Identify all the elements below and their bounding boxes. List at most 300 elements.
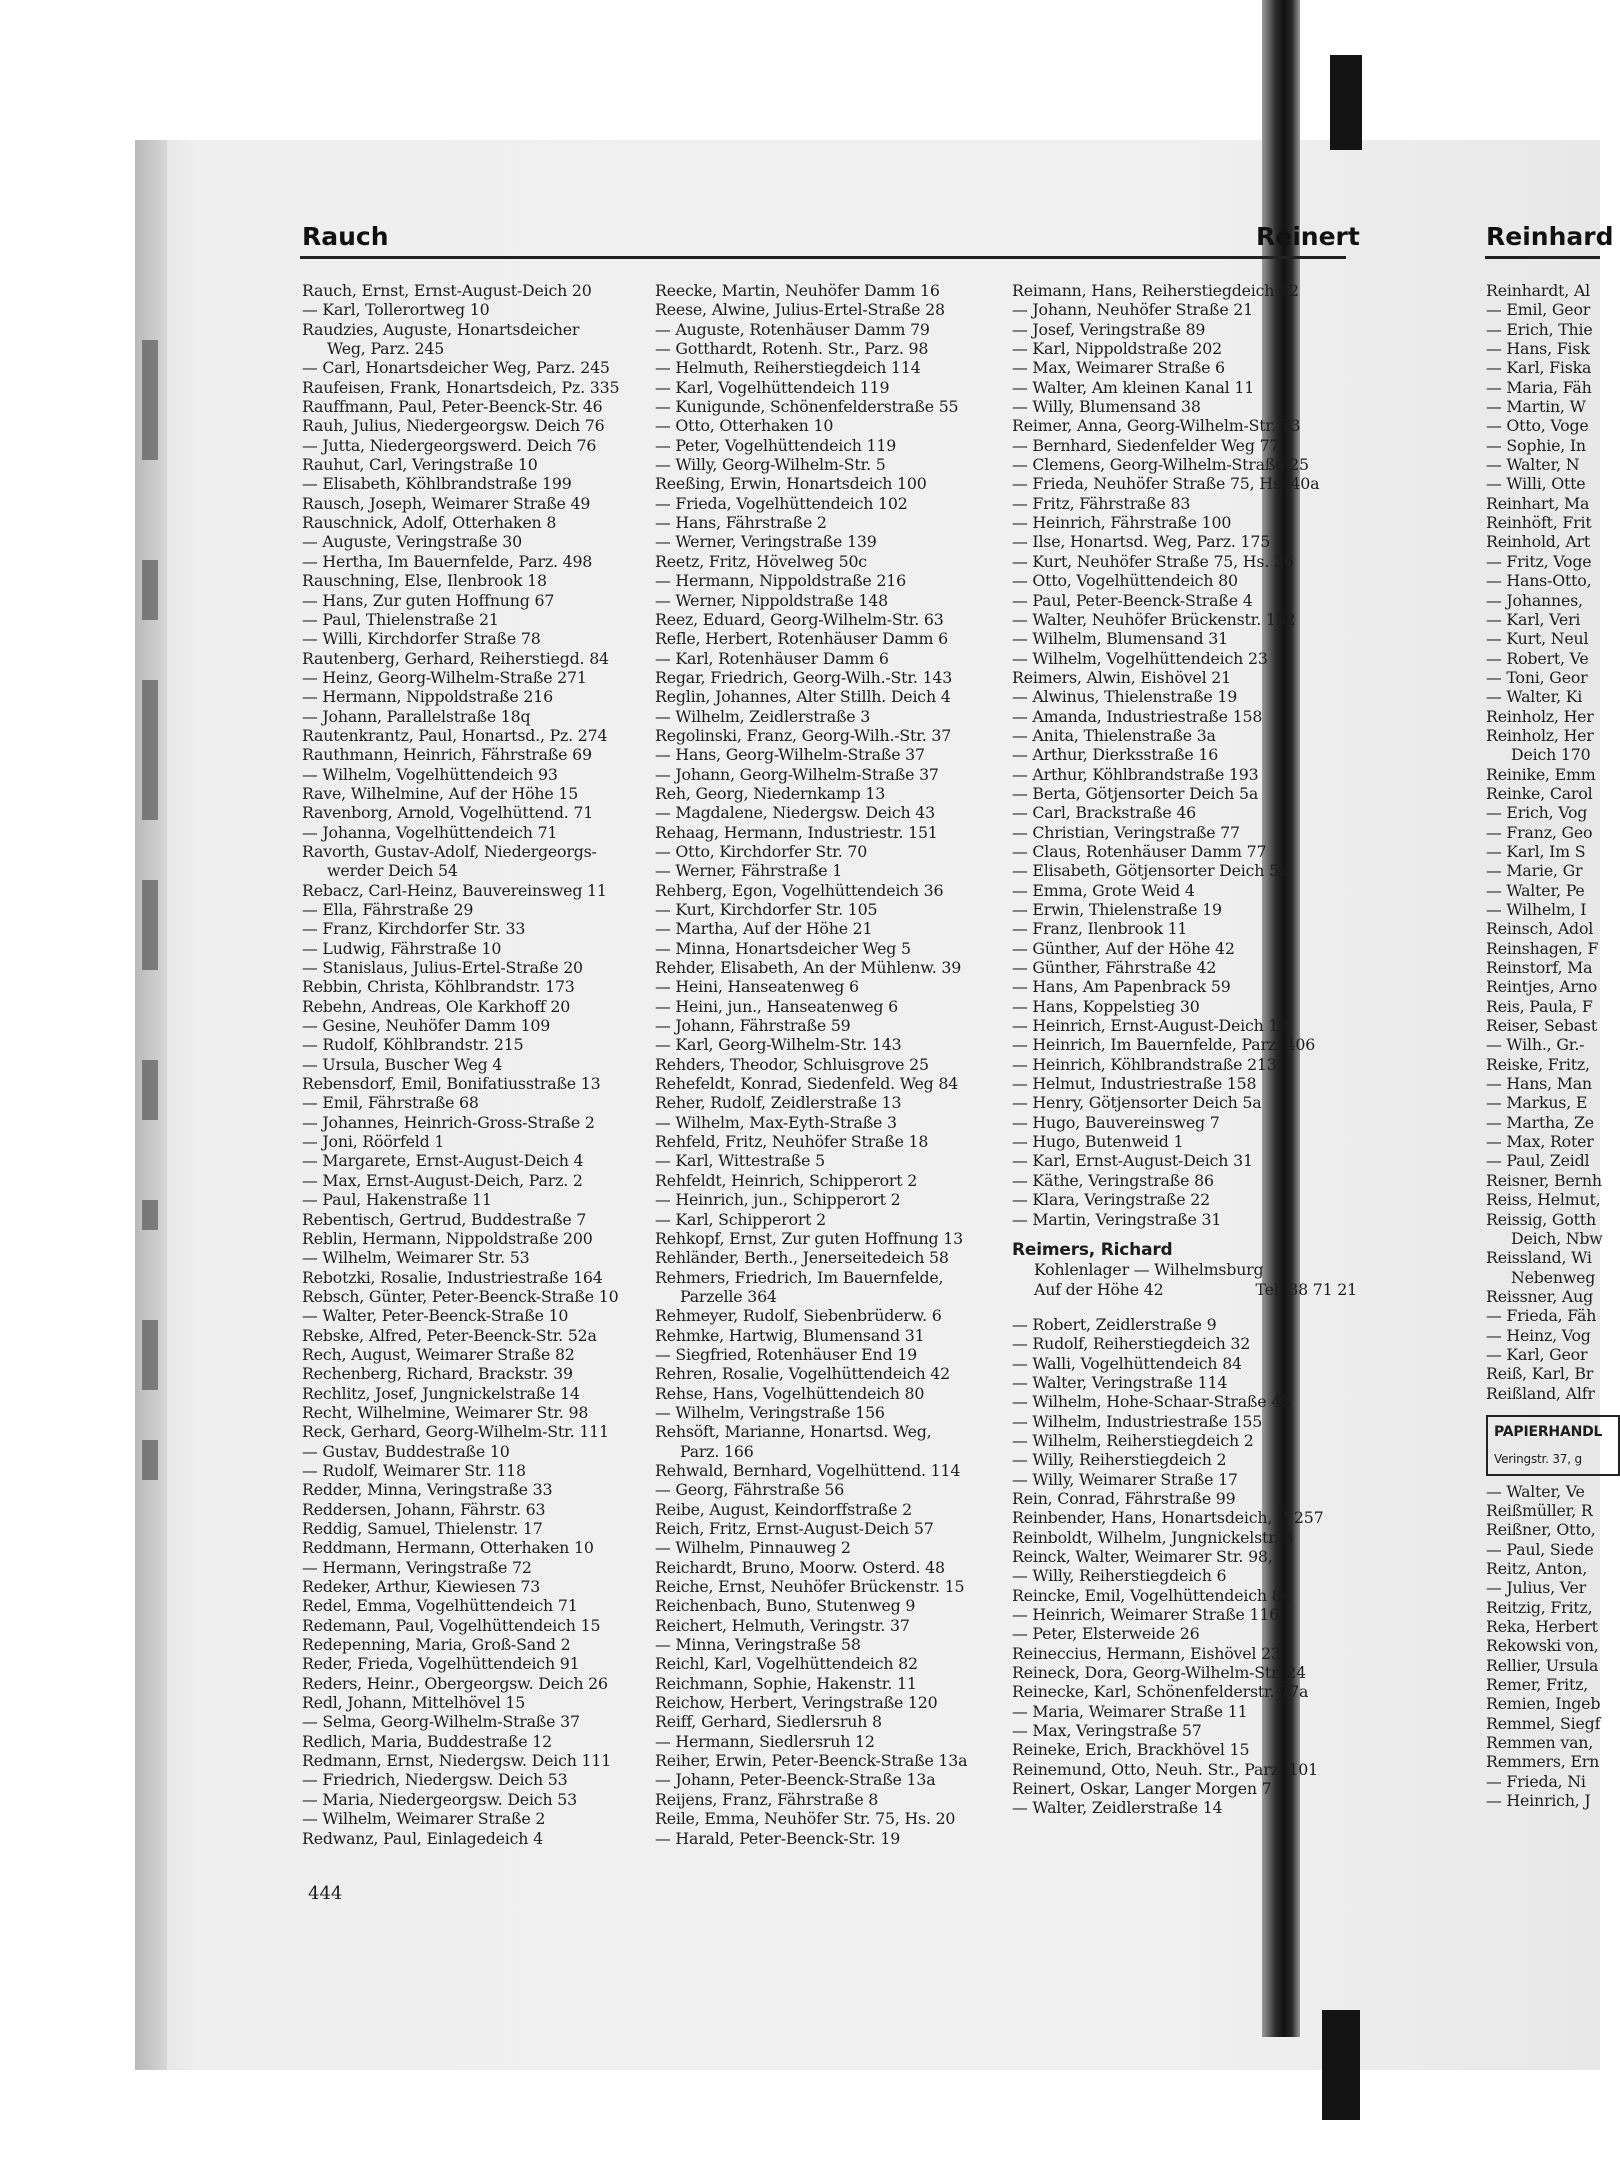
directory-entry: — Max, Ernst-August-Deich, Parz. 2 <box>302 1170 583 1190</box>
directory-entry: — Werner, Veringstraße 139 <box>655 532 877 552</box>
column-3-top-list <box>1012 281 1357 1229</box>
directory-entry: — Marie, Gr <box>1486 861 1583 881</box>
binding-mark <box>142 340 158 460</box>
directory-entry: Reinke, Carol <box>1486 783 1593 803</box>
directory-entry: Regolinski, Franz, Georg-Wilh.-Str. 37 <box>655 725 952 745</box>
directory-entry: — Wilhelm, Weimarer Straße 2 <box>302 1809 546 1829</box>
directory-entry: — Hermann, Veringstraße 72 <box>302 1557 532 1577</box>
directory-entry: Reddmann, Hermann, Otterhaken 10 <box>302 1538 594 1558</box>
directory-entry: Reetz, Fritz, Hövelweg 50c <box>655 551 867 571</box>
directory-entry: — Walter, Veringstraße 114 <box>1012 1372 1228 1392</box>
directory-entry: — Franz, Kirchdorfer Str. 33 <box>302 919 526 939</box>
binding-mark <box>142 1440 158 1480</box>
directory-entry: — Alwinus, Thielenstraße 19 <box>1012 687 1238 707</box>
directory-entry: Reineke, Erich, Brackhövel 15 <box>1012 1740 1250 1760</box>
directory-entry: Rebehn, Andreas, Ole Karkhoff 20 <box>302 996 571 1016</box>
directory-entry: — Martha, Auf der Höhe 21 <box>655 919 873 939</box>
directory-entry: — Kurt, Kirchdorfer Str. 105 <box>655 900 878 919</box>
entry-continuation: Nebenweg <box>1511 1267 1596 1287</box>
thumb-tab-bottom <box>1322 2010 1360 2120</box>
directory-entry: — Friedrich, Niedergsw. Deich 53 <box>302 1770 568 1790</box>
directory-entry: Reibe, August, Keindorffstraße 2 <box>655 1499 912 1519</box>
directory-entry: Reimer, Anna, Georg-Wilhelm-Str. 73 <box>1012 416 1301 436</box>
directory-entry: — Frieda, Ni <box>1486 1771 1586 1791</box>
directory-entry: — Karl, Wittestraße 5 <box>655 1151 825 1171</box>
directory-entry: Regar, Friedrich, Georg-Wilh.-Str. 143 <box>655 667 953 687</box>
directory-entry: — Johannes, <box>1486 590 1583 610</box>
directory-entry: — Wilhelm, Max-Eyth-Straße 3 <box>655 1112 897 1132</box>
directory-entry: — Emil, Fährstraße 68 <box>302 1093 479 1113</box>
directory-entry: — Walter, Am kleinen Kanal 11 <box>1012 377 1255 397</box>
directory-entry: Reissland, Wi <box>1486 1248 1592 1268</box>
directory-entry: — Hans, Zur guten Hoffnung 67 <box>302 590 555 610</box>
directory-entry: Reichl, Karl, Vogelhüttendeich 82 <box>655 1654 918 1674</box>
column-2 <box>655 281 1000 1848</box>
directory-entry: — Carl, Brackstraße 46 <box>1012 803 1197 823</box>
directory-entry: — Heinz, Georg-Wilhelm-Straße 271 <box>302 667 587 687</box>
directory-entry: — Werner, Fährstraße 1 <box>655 861 843 881</box>
directory-entry: — Erich, Thie <box>1486 319 1593 339</box>
directory-entry: Reile, Emma, Neuhöfer Str. 75, Hs. 20 <box>655 1809 956 1829</box>
directory-entry: — Walter, Ki <box>1486 687 1583 707</box>
directory-entry: — Willi, Otte <box>1486 474 1586 494</box>
directory-entry: — Christian, Veringstraße 77 <box>1012 822 1240 842</box>
directory-entry: — Walter, Peter-Beenck-Straße 10 <box>302 1306 569 1326</box>
directory-entry: Reblin, Hermann, Nippoldstraße 200 <box>302 1228 593 1248</box>
binding-mark <box>142 560 158 620</box>
directory-entry: — Maria, Fäh <box>1486 377 1592 397</box>
directory-entry: — Hans, Am Papenbrack 59 <box>1012 977 1231 997</box>
directory-entry: Reitzig, Fritz, <box>1486 1597 1593 1617</box>
directory-entry: Reecke, Martin, Neuhöfer Damm 16 <box>655 281 940 300</box>
directory-entry: — Frieda, Vogelhüttendeich 102 <box>655 493 908 513</box>
directory-entry: — Heinrich, Köhlbrandstraße 213 <box>1012 1054 1277 1074</box>
directory-entry: Rebske, Alfred, Peter-Beenck-Str. 52a <box>302 1325 597 1345</box>
directory-entry: — Martin, Veringstraße 31 <box>1012 1209 1222 1229</box>
directory-entry: — Selma, Georg-Wilhelm-Straße 37 <box>302 1712 580 1732</box>
directory-entry: — Ilse, Honartsd. Weg, Parz. 175 <box>1012 532 1271 552</box>
directory-entry: Reiss, Helmut, <box>1486 1190 1601 1210</box>
directory-entry: Reiß, Karl, Br <box>1486 1364 1594 1384</box>
directory-entry: Reißland, Alfr <box>1486 1383 1595 1403</box>
directory-entry: — Karl, Schipperort 2 <box>655 1209 826 1229</box>
box-ad-line: Veringstr. 37, g <box>1494 1452 1582 1467</box>
binding-mark <box>142 1060 158 1120</box>
directory-entry: Reineck, Dora, Georg-Wilhelm-Str. 24 <box>1012 1663 1306 1683</box>
directory-entry: Rehmke, Hartwig, Blumensand 31 <box>655 1325 925 1345</box>
directory-entry: — Wilhelm, Vogelhüttendeich 93 <box>302 764 558 784</box>
directory-entry: — Claus, Rotenhäuser Damm 77 <box>1012 841 1267 861</box>
directory-entry: — Walter, Zeidlerstraße 14 <box>1012 1798 1223 1818</box>
directory-entry: — Rudolf, Reiherstiegdeich 32 <box>1012 1334 1251 1354</box>
directory-entry: Rauschning, Else, Ilenbrook 18 <box>302 571 547 591</box>
directory-entry: — Kunigunde, Schönenfelderstraße 55 <box>655 397 959 417</box>
directory-entry: — Erich, Vog <box>1486 803 1588 823</box>
directory-entry: — Elisabeth, Götjensorter Deich 5a <box>1012 861 1289 881</box>
directory-entry: — Käthe, Veringstraße 86 <box>1012 1170 1214 1190</box>
directory-entry: — Helmut, Industriestraße 158 <box>1012 1074 1257 1094</box>
directory-entry: Reincke, Emil, Vogelhüttendeich 84 <box>1012 1585 1292 1605</box>
directory-entry: — Gustav, Buddestraße 10 <box>302 1441 510 1461</box>
directory-entry: Rehders, Theodor, Schluisgrove 25 <box>655 1054 929 1074</box>
directory-entry: Reinholz, Her <box>1486 706 1594 726</box>
directory-entry: — Heini, Hanseatenweg 6 <box>655 977 859 997</box>
directory-entry: — Siegfried, Rotenhäuser End 19 <box>655 1344 917 1364</box>
directory-entry: — Hermann, Nippoldstraße 216 <box>655 571 906 591</box>
directory-entry: — Otto, Vogelhüttendeich 80 <box>1012 571 1238 591</box>
directory-entry: Reissig, Gotth <box>1486 1209 1596 1229</box>
directory-entry: — Otto, Voge <box>1486 416 1589 436</box>
directory-entry: Rech, August, Weimarer Straße 82 <box>302 1344 575 1364</box>
directory-entry: — Wilhelm, I <box>1486 900 1587 919</box>
ad-phone: Tel. 38 71 21 <box>1255 1279 1357 1299</box>
directory-entry: — Margarete, Ernst-August-Deich 4 <box>302 1151 584 1171</box>
directory-entry: — Heini, jun., Hanseatenweg 6 <box>655 996 898 1016</box>
directory-entry: Reinboldt, Wilhelm, Jungnickelstr. 3 <box>1012 1527 1294 1547</box>
directory-entry: — Karl, Georg-Wilhelm-Str. 143 <box>655 1035 902 1055</box>
directory-entry: — Arthur, Dierksstraße 16 <box>1012 745 1219 765</box>
directory-entry: Reichenbach, Buno, Stutenweg 9 <box>655 1596 916 1616</box>
directory-entry: — Hans, Fisk <box>1486 339 1590 359</box>
directory-entry: — Jutta, Niedergeorgswerd. Deich 76 <box>302 435 597 455</box>
directory-entry: — Kurt, Neul <box>1486 629 1589 649</box>
directory-entry: — Franz, Ilenbrook 11 <box>1012 919 1188 939</box>
directory-entry: — Wilhelm, Veringstraße 156 <box>655 1402 885 1422</box>
directory-entry: Raufeisen, Frank, Honartsdeich, Pz. 335 <box>302 377 620 397</box>
directory-entry: — Klara, Veringstraße 22 <box>1012 1190 1210 1210</box>
directory-entry: Reiche, Ernst, Neuhöfer Brückenstr. 15 <box>655 1577 965 1597</box>
directory-entry: — Walter, Neuhöfer Brückenstr. 152 <box>1012 609 1296 629</box>
directory-entry: — Karl, Tollerortweg 10 <box>302 300 490 320</box>
directory-entry: — Wilh., Gr.- <box>1486 1035 1585 1055</box>
directory-entry: Reese, Alwine, Julius-Ertel-Straße 28 <box>655 300 945 320</box>
directory-entry: Reinert, Oskar, Langer Morgen 7 <box>1012 1779 1272 1799</box>
directory-entry: — Gesine, Neuhöfer Damm 109 <box>302 1016 551 1036</box>
thumb-tab-top <box>1330 55 1362 150</box>
directory-entry: Rehaag, Hermann, Industriestr. 151 <box>655 822 938 842</box>
directory-entry: Remmen van, <box>1486 1733 1594 1753</box>
column-4-next-page <box>1486 281 1603 1811</box>
directory-entry: Reißmüller, R <box>1486 1500 1593 1520</box>
directory-entry: Redel, Emma, Vogelhüttendeich 71 <box>302 1596 578 1616</box>
directory-entry: — Hertha, Im Bauernfelde, Parz. 498 <box>302 551 593 571</box>
directory-entry: Reichert, Helmuth, Veringstr. 37 <box>655 1615 910 1635</box>
directory-entry: — Heinz, Vog <box>1486 1325 1591 1345</box>
directory-entry: Rechenberg, Richard, Brackstr. 39 <box>302 1364 573 1384</box>
directory-entry: Remmers, Ern <box>1486 1752 1600 1772</box>
directory-entry: Rehkopf, Ernst, Zur guten Hoffnung 13 <box>655 1228 963 1248</box>
directory-entry: — Hugo, Butenweid 1 <box>1012 1132 1184 1152</box>
header-left: Rauch <box>302 222 389 251</box>
directory-entry: Reinck, Walter, Weimarer Str. 98, <box>1012 1547 1273 1566</box>
directory-entry: — Maria, Weimarer Straße 11 <box>1012 1701 1248 1721</box>
directory-entry: — Stanislaus, Julius-Ertel-Straße 20 <box>302 958 583 978</box>
directory-entry: — Hans, Koppelstieg 30 <box>1012 996 1200 1016</box>
directory-entry: — Karl, Veri <box>1486 609 1581 629</box>
directory-entry: — Otto, Kirchdorfer Str. 70 <box>655 841 868 861</box>
entry-continuation: Parz. 166 <box>680 1441 754 1461</box>
directory-entry: Reichmann, Sophie, Hakenstr. 11 <box>655 1673 917 1693</box>
directory-entry: Rebacz, Carl-Heinz, Bauvereinsweg 11 <box>302 880 607 900</box>
directory-entry: — Auguste, Veringstraße 30 <box>302 532 522 552</box>
directory-entry: Redlich, Maria, Buddestraße 12 <box>302 1731 552 1751</box>
directory-entry: — Gotthardt, Rotenh. Str., Parz. 98 <box>655 339 929 359</box>
directory-entry: Reh, Georg, Niedernkamp 13 <box>655 783 886 803</box>
directory-entry: Reinsch, Adol <box>1486 919 1594 939</box>
directory-entry: — Robert, Zeidlerstraße 9 <box>1012 1314 1217 1334</box>
directory-entry: Reinecke, Karl, Schönenfelderstr. 77a <box>1012 1682 1309 1702</box>
directory-entry: — Werner, Nippoldstraße 148 <box>655 590 888 610</box>
directory-entry: Reinhold, Art <box>1486 532 1591 552</box>
directory-entry: — Frieda, Neuhöfer Straße 75, Hs. 40a <box>1012 474 1320 494</box>
directory-entry: — Johann, Peter-Beenck-Straße 13a <box>655 1770 936 1790</box>
directory-entry: — Sophie, In <box>1486 435 1586 455</box>
directory-entry: — Heinrich, J <box>1486 1791 1591 1811</box>
header-rule-next-page <box>1485 256 1600 259</box>
directory-entry: — Magdalene, Niedergsw. Deich 43 <box>655 803 935 823</box>
directory-entry: Rebentisch, Gertrud, Buddestraße 7 <box>302 1209 587 1229</box>
directory-entry: Reeßing, Erwin, Honartsdeich 100 <box>655 474 927 494</box>
directory-entry: — Carl, Honartsdeicher Weg, Parz. 245 <box>302 358 610 378</box>
directory-entry: — Auguste, Rotenhäuser Damm 79 <box>655 319 930 339</box>
directory-entry: — Karl, Vogelhüttendeich 119 <box>655 377 890 397</box>
directory-entry: — Robert, Ve <box>1486 648 1589 668</box>
directory-entry: Rehefeldt, Konrad, Siedenfeld. Weg 84 <box>655 1074 959 1094</box>
directory-entry: — Karl, Im S <box>1486 841 1586 861</box>
directory-entry: Reck, Gerhard, Georg-Wilhelm-Str. 111 <box>302 1422 609 1442</box>
advertisement <box>1012 1241 1357 1299</box>
directory-entry: Redemann, Paul, Vogelhüttendeich 15 <box>302 1615 601 1635</box>
directory-entry: — Willy, Reiherstiegdeich 6 <box>1012 1566 1227 1586</box>
directory-entry: Rausch, Joseph, Weimarer Straße 49 <box>302 493 591 513</box>
directory-entry: — Wilhelm, Pinnauweg 2 <box>655 1538 851 1558</box>
directory-entry: Rehsöft, Marianne, Honartsd. Weg, <box>655 1422 932 1442</box>
directory-entry: — Karl, Rotenhäuser Damm 6 <box>655 648 889 668</box>
directory-entry: Ravenborg, Arnold, Vogelhüttend. 71 <box>302 803 594 823</box>
directory-entry: Redder, Minna, Veringstraße 33 <box>302 1480 553 1500</box>
directory-entry: — Emil, Geor <box>1486 300 1591 320</box>
directory-entry: — Harald, Peter-Beenck-Str. 19 <box>655 1828 901 1848</box>
directory-entry: — Bernhard, Siedenfelder Weg 77 <box>1012 435 1280 455</box>
directory-entry: Reichow, Herbert, Veringstraße 120 <box>655 1693 938 1713</box>
directory-entry: Rebotzki, Rosalie, Industriestraße 164 <box>302 1267 603 1287</box>
directory-entry: — Franz, Geo <box>1486 822 1593 842</box>
directory-entry: — Günther, Auf der Höhe 42 <box>1012 938 1235 958</box>
directory-entry: Reder, Frieda, Vogelhüttendeich 91 <box>302 1654 580 1674</box>
entry-continuation: Deich, Nbw <box>1511 1228 1603 1248</box>
directory-entry: — Henry, Götjensorter Deich 5a <box>1012 1093 1262 1113</box>
directory-entry: Rehfeld, Fritz, Neuhöfer Straße 18 <box>655 1132 929 1152</box>
directory-entry: — Hermann, Nippoldstraße 216 <box>302 687 553 707</box>
directory-entry: Rein, Conrad, Fährstraße 99 <box>1012 1488 1236 1508</box>
directory-entry: Redwanz, Paul, Einlagedeich 4 <box>302 1828 543 1848</box>
directory-entry: Reiske, Fritz, <box>1486 1054 1590 1074</box>
directory-entry: Rauffmann, Paul, Peter-Beenck-Str. 46 <box>302 397 603 417</box>
directory-entry: — Johann, Neuhöfer Straße 21 <box>1012 300 1254 320</box>
directory-entry: Reinike, Emm <box>1486 764 1596 784</box>
directory-entry: — Johann, Parallelstraße 18q <box>302 706 531 726</box>
directory-entry: — Willy, Blumensand 38 <box>1012 397 1201 417</box>
binding-mark <box>142 1320 158 1390</box>
directory-entry: Recht, Wilhelmine, Weimarer Str. 98 <box>302 1402 589 1422</box>
directory-entry: — Walter, Ve <box>1486 1481 1585 1501</box>
directory-entry: — Ursula, Buscher Weg 4 <box>302 1054 503 1074</box>
directory-entry: — Fritz, Fährstraße 83 <box>1012 493 1191 513</box>
directory-entry: Rauthmann, Heinrich, Fährstraße 69 <box>302 745 592 765</box>
boxed-advertisement <box>1486 1415 1620 1476</box>
column-1 <box>302 281 642 1848</box>
directory-entry: — Clemens, Georg-Wilhelm-Straße 25 <box>1012 455 1309 475</box>
directory-entry: — Wilhelm, Blumensand 31 <box>1012 629 1228 649</box>
column-4-top-list <box>1486 281 1603 1403</box>
directory-entry: — Peter, Vogelhüttendeich 119 <box>655 435 897 455</box>
directory-entry: — Minna, Honartsdeicher Weg 5 <box>655 938 911 958</box>
directory-entry: Redl, Johann, Mittelhövel 15 <box>302 1693 526 1713</box>
directory-entry: Rekowski von, <box>1486 1636 1599 1656</box>
ad-line-2 <box>1012 1280 1357 1299</box>
directory-entry: — Berta, Götjensorter Deich 5a <box>1012 783 1259 803</box>
directory-entry: Reimers, Alwin, Eishövel 21 <box>1012 667 1231 687</box>
directory-entry: Reinemund, Otto, Neuh. Str., Parz. 101 <box>1012 1759 1318 1779</box>
directory-entry: Rehfeldt, Heinrich, Schipperort 2 <box>655 1170 918 1190</box>
directory-entry: Remmel, Siegf <box>1486 1713 1601 1733</box>
directory-entry: Reintjes, Arno <box>1486 977 1598 997</box>
directory-entry: — Karl, Geor <box>1486 1344 1588 1364</box>
directory-entry: — Paul, Thielenstraße 21 <box>302 609 499 629</box>
directory-entry: — Karl, Fiska <box>1486 358 1592 378</box>
directory-entry: Rebensdorf, Emil, Bonifatiusstraße 13 <box>302 1074 601 1094</box>
directory-entry: Reders, Heinr., Obergeorgsw. Deich 26 <box>302 1673 608 1693</box>
directory-entry: — Wilhelm, Weimarer Str. 53 <box>302 1248 530 1268</box>
directory-entry: Ravorth, Gustav-Adolf, Niedergeorgs- <box>302 841 597 861</box>
directory-entry: — Martha, Ze <box>1486 1112 1594 1132</box>
directory-entry: — Ludwig, Fährstraße 10 <box>302 938 502 958</box>
directory-entry: — Hans-Otto, <box>1486 571 1592 591</box>
column-3-bottom-list <box>1012 1315 1357 1818</box>
directory-entry: Rehse, Hans, Vogelhüttendeich 80 <box>655 1383 925 1403</box>
directory-entry: — Johann, Georg-Wilhelm-Straße 37 <box>655 764 939 784</box>
directory-entry: — Paul, Zeidl <box>1486 1151 1590 1171</box>
entry-continuation: Deich 170 <box>1511 745 1591 765</box>
directory-entry: — Georg, Fährstraße 56 <box>655 1480 845 1500</box>
directory-entry: — Erwin, Thielenstraße 19 <box>1012 900 1222 919</box>
directory-entry: Reißner, Otto, <box>1486 1520 1596 1540</box>
directory-entry: Rehren, Rosalie, Vogelhüttendeich 42 <box>655 1364 950 1384</box>
page-number: 444 <box>308 1883 343 1904</box>
directory-entry: — Paul, Peter-Beenck-Straße 4 <box>1012 590 1253 610</box>
directory-entry: Rehwald, Bernhard, Vogelhüttend. 114 <box>655 1460 961 1480</box>
binding-mark <box>142 680 158 820</box>
directory-entry: — Frieda, Fäh <box>1486 1306 1597 1326</box>
directory-entry: — Hans, Fährstraße 2 <box>655 513 827 533</box>
directory-entry: — Martin, W <box>1486 397 1586 417</box>
directory-entry: Rauhut, Carl, Veringstraße 10 <box>302 455 538 475</box>
directory-entry: Reez, Eduard, Georg-Wilhelm-Str. 63 <box>655 609 944 629</box>
directory-entry: — Max, Roter <box>1486 1132 1594 1152</box>
directory-entry: — Paul, Hakenstraße 11 <box>302 1190 492 1210</box>
directory-entry: — Walli, Vogelhüttendeich 84 <box>1012 1353 1242 1373</box>
directory-entry: Reinhart, Ma <box>1486 493 1590 513</box>
directory-entry: — Joni, Röörfeld 1 <box>302 1132 445 1152</box>
directory-entry: Rauschnick, Adolf, Otterhaken 8 <box>302 513 557 533</box>
directory-entry: Rellier, Ursula <box>1486 1655 1599 1675</box>
directory-entry: — Julius, Ver <box>1486 1578 1587 1598</box>
directory-entry: — Heinrich, Ernst-August-Deich 18 <box>1012 1016 1289 1036</box>
directory-entry: — Maria, Niedergeorgsw. Deich 53 <box>302 1789 577 1809</box>
directory-entry: — Peter, Elsterweide 26 <box>1012 1624 1200 1644</box>
directory-entry: — Wilhelm, Industriestraße 155 <box>1012 1411 1263 1431</box>
header-next-page: Reinhard <box>1486 222 1614 251</box>
directory-entry: Reka, Herbert <box>1486 1617 1598 1637</box>
directory-entry: — Willy, Georg-Wilhelm-Str. 5 <box>655 455 886 475</box>
directory-entry: Reineccius, Hermann, Eishövel 23 <box>1012 1643 1281 1663</box>
directory-entry: Reddig, Samuel, Thielenstr. 17 <box>302 1519 543 1538</box>
directory-entry: Rebbin, Christa, Köhlbrandstr. 173 <box>302 977 575 997</box>
directory-entry: — Willi, Kirchdorfer Straße 78 <box>302 629 541 649</box>
directory-entry: Reinshagen, F <box>1486 938 1599 958</box>
directory-entry: — Elisabeth, Köhlbrandstraße 199 <box>302 474 572 494</box>
directory-entry: — Hans, Man <box>1486 1074 1592 1094</box>
directory-entry: — Johannes, Heinrich-Gross-Straße 2 <box>302 1112 595 1132</box>
ad-line-1: Kohlenlager — Wilhelmsburg <box>1034 1260 1264 1280</box>
directory-entry: Reijens, Franz, Fährstraße 8 <box>655 1789 879 1809</box>
directory-entry: — Hugo, Bauvereinsweg 7 <box>1012 1112 1220 1132</box>
header-rule <box>300 256 1346 259</box>
directory-entry: — Amanda, Industriestraße 158 <box>1012 706 1263 726</box>
directory-entry: — Max, Veringstraße 57 <box>1012 1721 1202 1741</box>
directory-entry: Reissner, Aug <box>1486 1286 1593 1306</box>
directory-entry: Reisner, Bernh <box>1486 1170 1602 1190</box>
column-3 <box>1012 281 1357 1818</box>
directory-entry: Rehmers, Friedrich, Im Bauernfelde, <box>655 1267 944 1287</box>
directory-entry: Rehder, Elisabeth, An der Mühlenw. 39 <box>655 958 962 978</box>
directory-entry: — Minna, Veringstraße 58 <box>655 1635 861 1655</box>
binding-edge <box>135 140 167 2070</box>
directory-entry: Reinhöft, Frit <box>1486 513 1592 533</box>
directory-entry: Rehberg, Egon, Vogelhüttendeich 36 <box>655 880 944 900</box>
directory-entry: Rebsch, Günter, Peter-Beenck-Straße 10 <box>302 1286 619 1306</box>
directory-entry: Redmann, Ernst, Niedergsw. Deich 111 <box>302 1751 612 1771</box>
directory-entry: Reiher, Erwin, Peter-Beenck-Straße 13a <box>655 1751 968 1771</box>
directory-entry: — Max, Weimarer Straße 6 <box>1012 358 1225 378</box>
directory-entry: — Arthur, Köhlbrandstraße 193 <box>1012 764 1259 784</box>
directory-entry: — Hans, Georg-Wilhelm-Straße 37 <box>655 745 925 765</box>
directory-entry: — Emma, Grote Weid 4 <box>1012 880 1195 900</box>
entry-continuation: Weg, Parz. 245 <box>327 339 445 359</box>
directory-entry: Remien, Ingeb <box>1486 1694 1601 1714</box>
directory-entry: — Josef, Veringstraße 89 <box>1012 319 1206 339</box>
directory-entry: — Fritz, Voge <box>1486 551 1592 571</box>
directory-entry: — Günther, Fährstraße 42 <box>1012 958 1217 978</box>
binding-mark <box>142 880 158 970</box>
directory-entry: Raudzies, Auguste, Honartsdeicher <box>302 319 580 339</box>
directory-entry: Reddersen, Johann, Fährstr. 63 <box>302 1499 546 1519</box>
entry-continuation: werder Deich 54 <box>327 861 458 881</box>
directory-entry: Redepenning, Maria, Groß-Sand 2 <box>302 1635 571 1655</box>
binding-mark <box>142 1200 158 1230</box>
directory-entry: — Paul, Siede <box>1486 1539 1594 1559</box>
directory-entry: Rehmeyer, Rudolf, Siebenbrüderw. 6 <box>655 1306 942 1326</box>
directory-entry: Reich, Fritz, Ernst-August-Deich 57 <box>655 1519 934 1538</box>
directory-entry: Rauh, Julius, Niedergeorgsw. Deich 76 <box>302 416 605 436</box>
directory-entry: — Ella, Fährstraße 29 <box>302 900 474 919</box>
directory-entry: Rautenberg, Gerhard, Reiherstiegd. 84 <box>302 648 609 668</box>
directory-entry: — Karl, Ernst-August-Deich 31 <box>1012 1151 1253 1171</box>
directory-entry: — Anita, Thielenstraße 3a <box>1012 725 1216 745</box>
directory-entry: — Rudolf, Köhlbrandstr. 215 <box>302 1035 524 1055</box>
directory-entry: — Helmuth, Reiherstiegdeich 114 <box>655 358 921 378</box>
directory-entry: Rechlitz, Josef, Jungnickelstraße 14 <box>302 1383 580 1403</box>
